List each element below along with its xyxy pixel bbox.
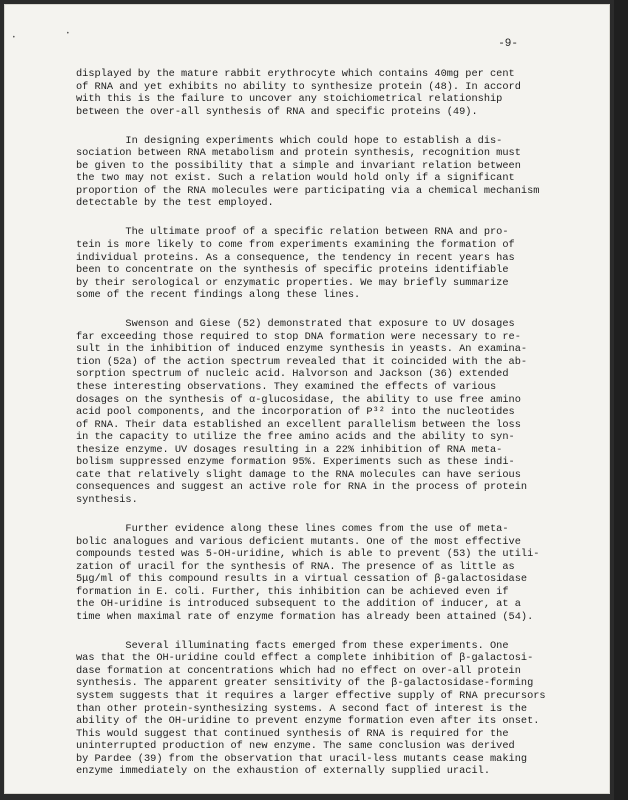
paragraph-1: [76, 68, 574, 118]
text-line: the OH-uridine is introduced subsequent to the addition of inducer, at a: [76, 598, 521, 611]
text-line: 5μg/ml of this compound results in a virtual cessation of β-galactosidase: [76, 573, 528, 586]
text-line: detectable by the test employed.: [76, 197, 274, 210]
text-line: tion (52a) of the action spectrum revealed that it coincided with the ab-: [76, 355, 528, 368]
text-line: the two may not exist. Such a relation would hold only if a significant: [76, 172, 515, 185]
paragraph-5: [76, 523, 574, 623]
text-line: was that the OH-uridine could effect a complete inhibition of β-galactosi-: [76, 652, 534, 665]
text-line: enzyme immediately on the exhaustion of externally supplied uracil.: [76, 765, 491, 778]
text-line: synthesis. The apparent greater sensitivity of the β-galactosidase-forming: [76, 677, 534, 690]
document-page: [4, 4, 610, 794]
text-line: synthesis.: [76, 493, 138, 506]
text-line: between the over-all synthesis of RNA and specific proteins (49).: [76, 105, 478, 118]
page-number: -9-: [498, 38, 518, 50]
text-line: of RNA. Their data established an excellent parallelism between the loss: [76, 418, 521, 431]
text-line: compounds tested was 5-OH-uridine, which is able to prevent (53) the utili-: [76, 548, 540, 561]
text-line: displayed by the mature rabbit erythrocyte which contains 40mg per cent: [76, 68, 515, 80]
text-line: sult in the inhibition of induced enzyme synthesis in yeasts. An examina-: [76, 343, 528, 356]
text-line: system suggests that it requires a larger effective supply of RNA precursors: [76, 690, 546, 703]
text-line: time when maximal rate of enzyme formation has already been attained (54).: [76, 610, 534, 623]
text-line: Several illuminating facts emerged from these experiments. One: [76, 639, 509, 652]
text-line: acid pool components, and the incorporation of P³² into the nucleotides: [76, 406, 515, 419]
text-line: Swenson and Giese (52) demonstrated that exposure to UV dosages: [76, 318, 515, 331]
text-line: dase formation at concentrations which had no effect on over-all protein: [76, 664, 521, 677]
text-line: proportion of the RNA molecules were participating via a chemical mechanism: [76, 184, 540, 197]
text-line: tein is more likely to come from experiments examining the formation of: [76, 239, 515, 252]
scan-speck: •: [12, 34, 16, 41]
text-line: The ultimate proof of a specific relation between RNA and pro-: [76, 226, 509, 239]
text-line: consequences and suggest an active role for RNA in the process of protein: [76, 481, 528, 494]
scanner-edge: [614, 0, 628, 800]
text-line: uninterrupted production of new enzyme. The same conclusion was derived: [76, 740, 515, 753]
paragraph-6: [76, 640, 574, 778]
text-line: be given to the possibility that a simple and invariant relation between: [76, 159, 521, 172]
text-line: with this is the failure to uncover any stoichiometrical relationship: [76, 93, 503, 106]
paragraph-3: [76, 226, 574, 301]
text-line: of RNA and yet exhibits no ability to synthesize protein (48). In accord: [76, 80, 521, 93]
text-line: zation of uracil for the synthesis of RNA. The presence of as little as: [76, 560, 515, 573]
text-line: bolism suppressed enzyme formation 95%. Experiments such as these indi-: [76, 456, 515, 469]
body-text: [76, 68, 574, 794]
text-line: by Pardee (39) from the observation that uracil-less mutants cease making: [76, 752, 528, 765]
text-line: Further evidence along these lines comes from the use of meta-: [76, 522, 509, 535]
text-line: cate that relatively slight damage to the RNA molecules can have serious: [76, 468, 521, 481]
text-line: far exceeding those required to stop DNA formation were necessary to re-: [76, 330, 521, 343]
text-line: This would suggest that continued synthesis of RNA is required for the: [76, 727, 509, 740]
text-line: formation in E. coli. Further, this inhibition can be achieved even if: [76, 585, 509, 598]
text-line: in the capacity to utilize the free amino acids and the ability to syn-: [76, 431, 515, 444]
text-line: sorption spectrum of nucleic acid. Halvorson and Jackson (36) extended: [76, 368, 509, 381]
text-line: individual proteins. As a consequence, the tendency in recent years has: [76, 251, 515, 264]
text-line: dosages on the synthesis of α-glucosidase, the ability to use free amino: [76, 393, 521, 406]
text-line: some of the recent findings along these lines.: [76, 289, 361, 302]
text-line: been to concentrate on the synthesis of specific proteins identifiable: [76, 264, 509, 277]
scan-speck: •: [66, 30, 70, 37]
text-line: sociation between RNA metabolism and protein synthesis, recognition must: [76, 147, 521, 160]
paragraph-4: [76, 318, 574, 506]
text-line: these interesting observations. They examined the effects of various: [76, 380, 497, 393]
text-line: by their serological or enzymatic properties. We may briefly summarize: [76, 276, 509, 289]
text-line: thesize enzyme. UV dosages resulting in a 22% inhibition of RNA meta-: [76, 443, 503, 456]
text-line: In designing experiments which could hope to establish a dis-: [76, 134, 503, 147]
text-line: bolic analogues and various deficient mutants. One of the most effective: [76, 535, 521, 548]
paragraph-2: [76, 135, 574, 210]
text-line: ability of the OH-uridine to prevent enzyme formation even after its onset.: [76, 715, 540, 728]
text-line: than other protein-synthesizing systems. A second fact of interest is the: [76, 702, 528, 715]
